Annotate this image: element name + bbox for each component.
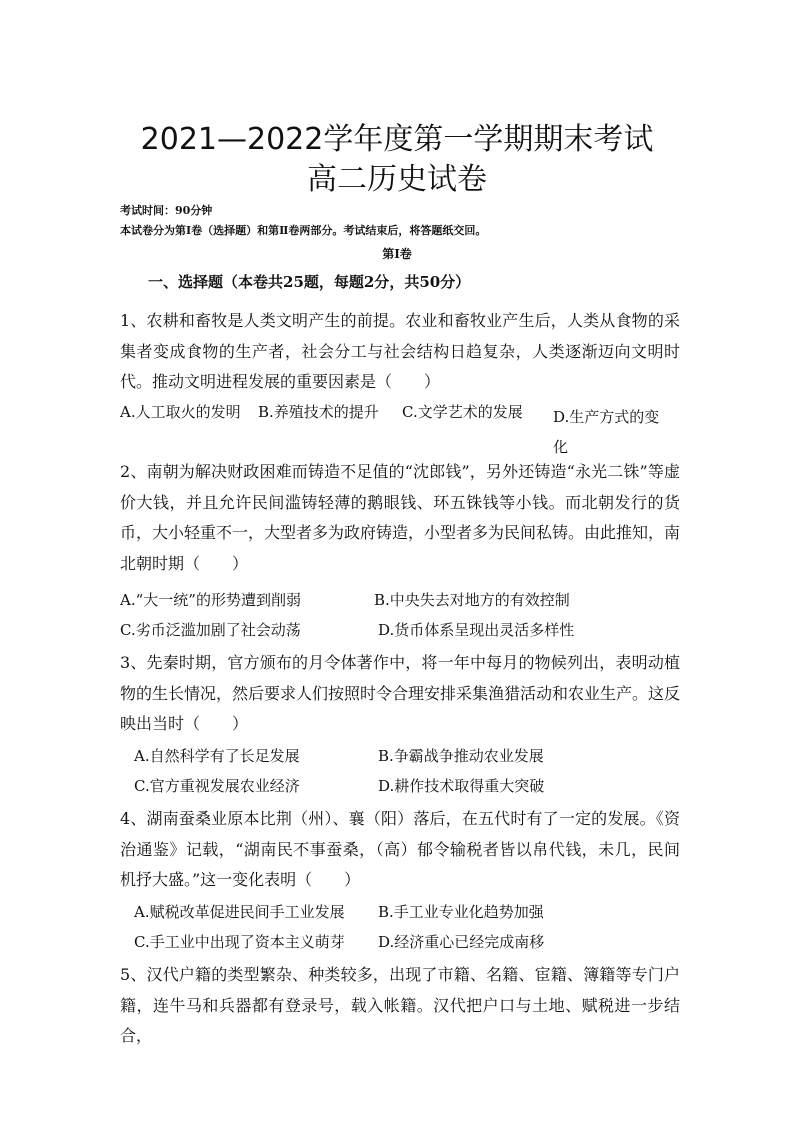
question-1-text: 1、农耕和畜牧是人类文明产生的前提。农业和畜牧业产生后，人类从食物的采集者变成食物的生产者，社会分工与社会结构日趋复杂，人类逐渐迈向文明时代。推动文明进程发展的重要因素是（ ）	[120, 311, 680, 391]
volume-heading: 第Ⅰ卷	[382, 247, 412, 261]
question-4-option-c: C.手工业中出现了资本主义萌芽	[134, 933, 345, 951]
question-5-text: 5、汉代户籍的类型繁杂、种类较多，出现了市籍、名籍、宦籍、簿籍等专门户籍，连牛马和兵器都有登录号，载入帐籍。汉代把户口与土地、赋税进一步结合，	[120, 965, 680, 1045]
question-2-option-b: B.中央失去对地方的有效控制	[374, 591, 570, 609]
question-3-option-a: A.自然科学有了长足发展	[134, 747, 300, 765]
exam-instructions: 本试卷分为第Ⅰ卷（选择题）和第Ⅱ卷两部分。考试结束后，将答题纸交回。	[120, 224, 487, 237]
question-1-option-d: D.生产方式的变化	[553, 408, 660, 456]
exam-subtitle: 高二历史试卷	[307, 162, 487, 197]
question-4-option-d: D.经济重心已经完成南移	[378, 933, 545, 951]
question-2-text: 2、南朝为解决财政困难而铸造不足值的“沈郎钱”，另外还铸造“永光二铢”等虚价大钱，并且允许民间滥铸轻薄的鹅眼钱、环五铢钱等小钱。而北朝发行的货币，大小轻重不一，大型者多为政府铸造，小型者多为民间私铸。由此推知，南北朝时期（ ）	[120, 462, 681, 573]
question-3-option-d: D.耕作技术取得重大突破	[378, 777, 545, 795]
exam-title: 2021—2022学年度第一学期期末考试	[140, 122, 654, 157]
question-4-option-b: B.手工业专业化趋势加强	[378, 903, 544, 921]
question-2-option-c: C.劣币泛滥加剧了社会动荡	[120, 621, 301, 639]
question-3-option-c: C.官方重视发展农业经济	[134, 777, 300, 795]
question-2-option-d: D.货币体系呈现出灵活多样性	[378, 621, 575, 639]
question-1-option-c: C.文学艺术的发展	[402, 403, 523, 421]
question-4-option-a: A.赋税改革促进民间手工业发展	[134, 903, 345, 921]
question-1-option-a: A.人工取火的发明	[120, 403, 241, 421]
question-3-text: 3、先秦时期，官方颁布的月令体著作中，将一年中每月的物候列出，表明动植物的生长情况，然后要求人们按照时令合理安排采集渔猎活动和农业生产。这反映出当时（ ）	[120, 653, 681, 733]
exam-time: 考试时间：90分钟	[120, 204, 213, 217]
question-4-text: 4、湖南蚕桑业原本比荆（州）、襄（阳）落后，在五代时有了一定的发展。《资治通鉴》记载，“湖南民不事蚕桑，（高）郁令输税者皆以帛代钱，未几，民间机抒大盛。”这一变化表明（ ）	[120, 809, 680, 889]
question-1-option-b: B.养殖技术的提升	[258, 403, 379, 421]
section-heading: 一、选择题（本卷共25题，每题2分，共50分）	[148, 273, 471, 291]
question-2-option-a: A.“大一统”的形势遭到削弱	[120, 591, 301, 609]
question-3-option-b: B.争霸战争推动农业发展	[378, 747, 544, 765]
